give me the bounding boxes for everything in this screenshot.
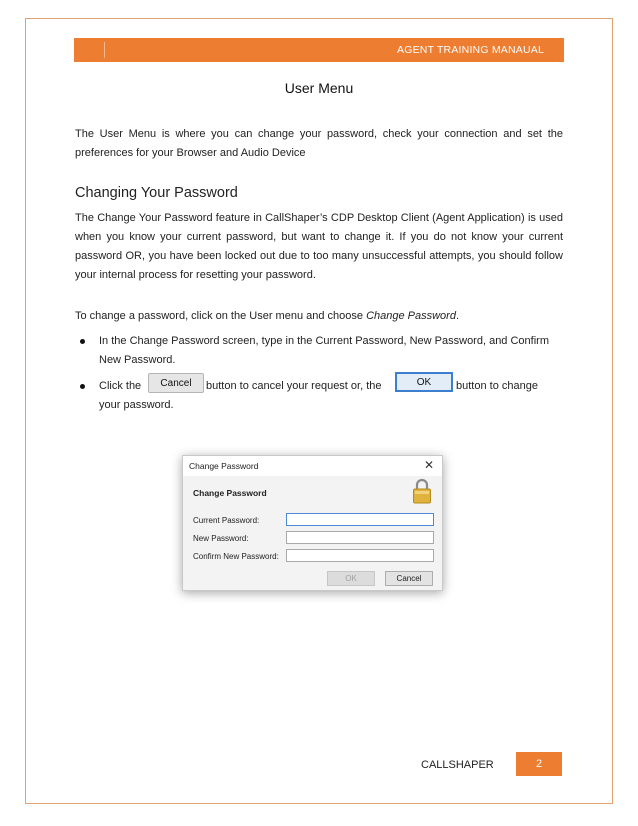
instruction-emphasis: Change Password (366, 310, 456, 322)
bullet-text: In the Change Password screen, type in the Current Password, New Password, and Confirm New Password. (99, 335, 549, 366)
bullet-text-part3b: your password. (99, 399, 174, 411)
confirm-password-input[interactable] (286, 549, 434, 562)
inline-ok-button-image: OK (395, 372, 453, 392)
dialog-heading: Change Password (193, 488, 267, 498)
page-number: 2 (516, 752, 562, 776)
page-title: User Menu (284, 80, 354, 96)
instruction-prefix: To change a password, click on the User menu and choose (75, 310, 367, 322)
section-body: The Change Your Password feature in CallShaper’s CDP Desktop Client (Agent Application) is used when you know your current password, but want to change it. If you do not know your current password OR, you have been locked out due to too many unsuccessful attempts, you should follow your internal process for resetting your password. (75, 212, 563, 281)
footer-brand: CALLSHAPER (421, 759, 494, 771)
current-password-label: Current Password: (193, 516, 260, 525)
header-bar (74, 38, 564, 62)
inline-cancel-button-image: Cancel (148, 373, 204, 393)
instruction-suffix: . (455, 310, 460, 322)
bullet-text-part2: button to cancel your request or, the (206, 380, 382, 392)
lock-icon (412, 478, 432, 504)
new-password-input[interactable] (286, 531, 434, 544)
instruction-paragraph (75, 307, 563, 326)
new-password-label: New Password: (193, 534, 249, 543)
cancel-button[interactable]: Cancel (385, 571, 433, 586)
bullet-text-part3a: button to change (456, 380, 538, 392)
dialog-titlebar (183, 456, 442, 476)
dialog-title: Change Password (189, 461, 259, 471)
confirm-password-label: Confirm New Password: (193, 552, 279, 561)
change-password-dialog (182, 455, 443, 591)
bullet-text-part1: Click the (99, 380, 142, 392)
section-heading: Changing Your Password (75, 185, 238, 201)
header-separator (104, 42, 105, 58)
close-icon[interactable]: ✕ (423, 458, 434, 472)
intro-paragraph: The User Menu is where you can change your password, check your connection and set the preferences for your Browser and Audio Device (75, 128, 563, 159)
bullet-dot (80, 339, 85, 344)
current-password-input[interactable] (286, 513, 434, 526)
bullet-dot (80, 384, 85, 389)
ok-button[interactable]: OK (327, 571, 375, 586)
header-text: AGENT TRAINING MANAUAL (397, 44, 544, 56)
